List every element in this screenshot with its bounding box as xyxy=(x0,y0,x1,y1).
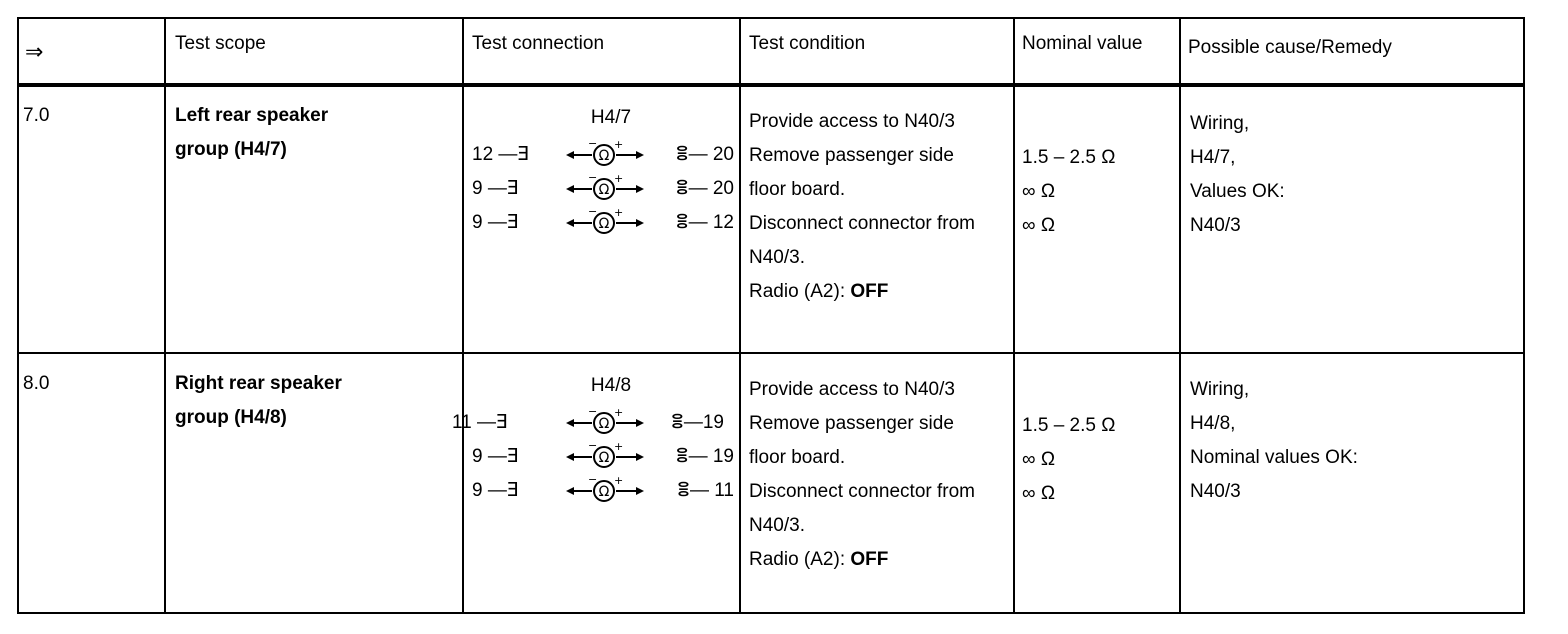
nominal-value: 1.5 – 2.5 Ω xyxy=(1022,415,1116,436)
svg-text:−: − xyxy=(588,442,598,452)
svg-text:−: − xyxy=(588,174,598,184)
pin-to: ⴻ— 20 xyxy=(675,178,734,199)
svg-text:Ω: Ω xyxy=(598,450,610,466)
component-label: H4/7 xyxy=(590,107,632,128)
connection-row xyxy=(472,174,734,204)
nominal-value: ∞ Ω xyxy=(1022,215,1056,236)
test-scope-line: group (H4/7) xyxy=(175,139,287,160)
condition-line: floor board. xyxy=(749,447,846,468)
remedy-line: N40/3 xyxy=(1190,215,1241,236)
column-divider xyxy=(1179,19,1181,612)
remedy-line: Wiring, xyxy=(1190,379,1250,400)
svg-text:−: − xyxy=(588,476,598,486)
remedy-line: H4/7, xyxy=(1190,147,1236,168)
connection-row xyxy=(452,408,724,438)
test-scope-line: Right rear speaker xyxy=(175,373,342,394)
svg-text:−: − xyxy=(588,208,598,218)
svg-text:+: + xyxy=(614,442,624,453)
ohmmeter-icon xyxy=(566,174,646,204)
connection-row xyxy=(472,442,734,472)
remedy-line: Values OK: xyxy=(1190,181,1285,202)
pin-to: ⴻ—19 xyxy=(670,412,724,433)
svg-text:Ω: Ω xyxy=(598,216,610,232)
nominal-value: 1.5 – 2.5 Ω xyxy=(1022,147,1116,168)
pin-to: ⴻ— 20 xyxy=(675,144,734,165)
svg-text:Ω: Ω xyxy=(598,416,610,432)
pin-to: ⴻ— 19 xyxy=(675,446,734,467)
condition-line: floor board. xyxy=(749,179,846,200)
svg-text:+: + xyxy=(614,408,624,419)
header-nominal-value: Nominal value xyxy=(1022,33,1143,54)
header-remedy: Possible cause/Remedy xyxy=(1188,37,1392,58)
condition-line: Provide access to N40/3 xyxy=(749,379,955,400)
radio-condition: Radio (A2): OFF xyxy=(749,549,889,570)
pin-to: ⴻ— 12 xyxy=(675,212,734,233)
pin-from: 9 —ⴺ xyxy=(472,212,519,233)
step-number: 7.0 xyxy=(23,105,50,126)
nominal-value: ∞ Ω xyxy=(1022,181,1056,202)
condition-line: N40/3. xyxy=(749,247,805,268)
svg-text:+: + xyxy=(614,174,624,185)
pin-from: 11 —ⴺ xyxy=(452,412,509,433)
pin-from: 9 —ⴺ xyxy=(472,178,519,199)
ohmmeter-icon xyxy=(566,208,646,238)
column-divider xyxy=(1013,19,1015,612)
condition-line: Remove passenger side xyxy=(749,145,954,166)
column-divider xyxy=(739,19,741,612)
ohmmeter-icon xyxy=(566,408,646,438)
condition-line: Provide access to N40/3 xyxy=(749,111,955,132)
svg-text:−: − xyxy=(588,140,598,150)
step-number: 8.0 xyxy=(23,373,50,394)
svg-text:+: + xyxy=(614,476,624,487)
pin-from: 9 —ⴺ xyxy=(472,446,519,467)
pin-to: ⴻ— 11 xyxy=(677,480,734,501)
column-divider xyxy=(462,19,464,612)
column-divider xyxy=(164,19,166,612)
row-divider xyxy=(19,352,1523,354)
remedy-line: N40/3 xyxy=(1190,481,1241,502)
svg-text:+: + xyxy=(614,140,624,151)
test-scope-line: group (H4/8) xyxy=(175,407,287,428)
svg-text:+: + xyxy=(614,208,624,219)
nominal-value: ∞ Ω xyxy=(1022,483,1056,504)
remedy-line: Nominal values OK: xyxy=(1190,447,1358,468)
radio-state: OFF xyxy=(850,281,889,302)
remedy-line: Wiring, xyxy=(1190,113,1250,134)
ohmmeter-icon xyxy=(566,442,646,472)
radio-state: OFF xyxy=(850,549,889,570)
header-test-connection: Test connection xyxy=(472,33,605,54)
svg-text:−: − xyxy=(588,408,598,418)
condition-line: Remove passenger side xyxy=(749,413,954,434)
condition-line: Disconnect connector from xyxy=(749,213,975,234)
header-test-scope: Test scope xyxy=(175,33,266,54)
svg-text:Ω: Ω xyxy=(598,182,610,198)
test-scope-line: Left rear speaker xyxy=(175,105,329,126)
pin-from: 9 —ⴺ xyxy=(472,480,519,501)
svg-text:Ω: Ω xyxy=(598,148,610,164)
connection-row xyxy=(472,140,734,170)
header-divider xyxy=(19,83,1523,87)
connection-row xyxy=(472,208,734,238)
svg-text:Ω: Ω xyxy=(598,484,610,500)
radio-condition: Radio (A2): OFF xyxy=(749,281,889,302)
connection-row xyxy=(472,476,734,506)
ohmmeter-icon xyxy=(566,140,646,170)
pin-from: 12 —ⴺ xyxy=(472,144,530,165)
condition-line: Disconnect connector from xyxy=(749,481,975,502)
condition-line: N40/3. xyxy=(749,515,805,536)
ohmmeter-icon xyxy=(566,476,646,506)
test-table xyxy=(17,17,1525,614)
remedy-line: H4/8, xyxy=(1190,413,1236,434)
component-label: H4/8 xyxy=(590,375,632,396)
header-arrow: ⇒ xyxy=(25,39,44,64)
nominal-value: ∞ Ω xyxy=(1022,449,1056,470)
header-test-condition: Test condition xyxy=(749,33,866,54)
